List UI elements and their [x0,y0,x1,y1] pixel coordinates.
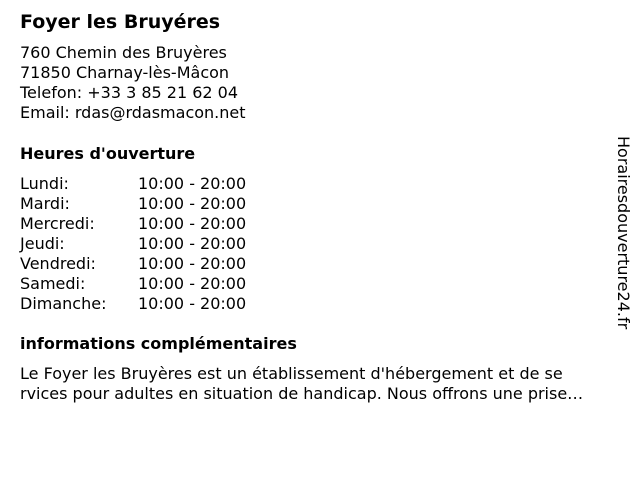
email-address: Email: rdas@rdasmacon.net [20,103,246,122]
hours-time: 10:00 - 20:00 [138,174,247,193]
hours-time: 10:00 - 20:00 [138,214,247,233]
street-address: 760 Chemin des Bruyères [20,43,227,62]
phone-number: Telefon: +33 3 85 21 62 04 [20,83,239,102]
description-line: rvices pour adultes en situation de handicap. Nous offrons une prise… [20,384,584,403]
hours-heading: Heures d'ouverture [20,144,196,163]
hours-day: Samedi: [20,274,86,293]
info-heading: informations complémentaires [20,334,297,353]
hours-time: 10:00 - 20:00 [138,194,247,213]
hours-time: 10:00 - 20:00 [138,254,247,273]
city-address: 71850 Charnay-lès-Mâcon [20,63,230,82]
hours-time: 10:00 - 20:00 [138,234,247,253]
hours-day: Lundi: [20,174,69,193]
hours-time: 10:00 - 20:00 [138,274,247,293]
description-text [20,364,632,404]
hours-day: Mardi: [20,194,70,213]
hours-day: Mercredi: [20,214,95,233]
hours-day: Jeudi: [20,234,65,253]
address-block [20,43,246,123]
description-line: Le Foyer les Bruyères est un établissement d'hébergement et de se [20,364,563,383]
site-watermark: Horairesdouverture24.fr [614,136,633,330]
hours-time: 10:00 - 20:00 [138,294,247,313]
hours-day: Dimanche: [20,294,107,313]
venue-title: Foyer les Bruyéres [20,11,221,33]
hours-day: Vendredi: [20,254,96,273]
